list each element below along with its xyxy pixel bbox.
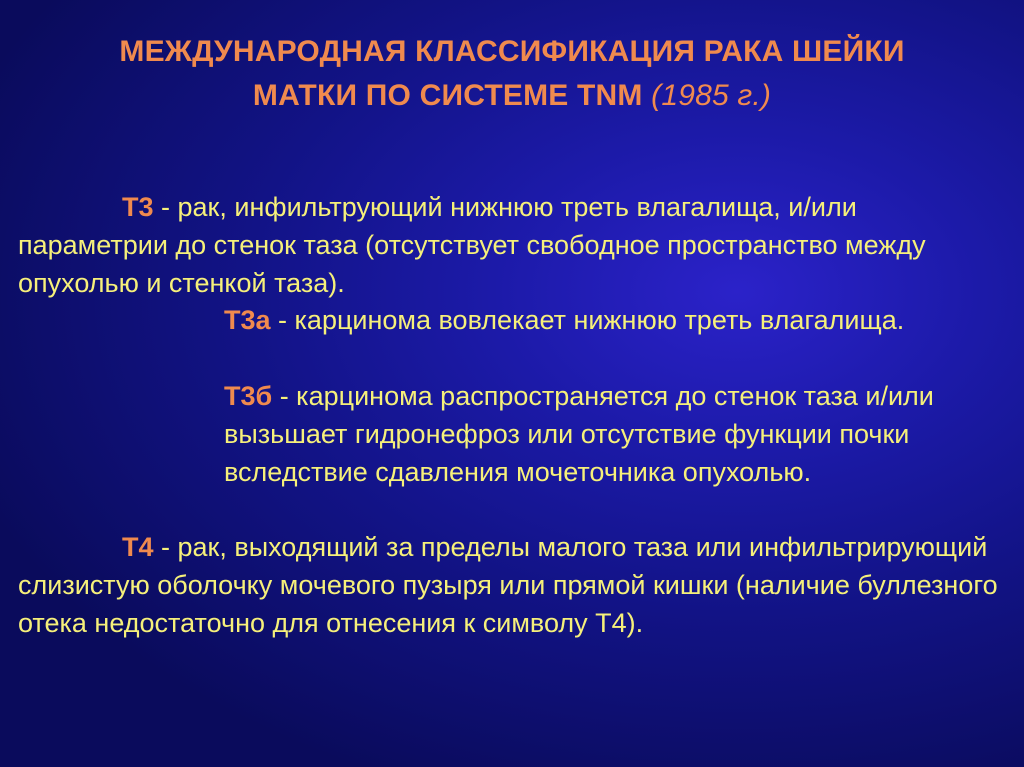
term-t3: Т3 xyxy=(122,192,154,222)
title-line-2: МАТКИ ПО СИСТЕМЕ TNM xyxy=(252,79,652,112)
description-t3a: - карцинома вовлекает нижнюю треть влагалища. xyxy=(270,305,905,335)
title-line-1: МЕЖДУНАРОДНАЯ КЛАССИФИКАЦИЯ РАКА ШЕЙКИ xyxy=(119,35,905,68)
title-year: (1985 г.) xyxy=(651,79,772,112)
term-t3b: Т3б xyxy=(224,381,273,411)
description-t3: - рак, инфильтрующий нижнюю треть влагалища, и/или параметрии до стенок таза (отсутствует свободное пространство между опухолью и стенкой таза). xyxy=(18,192,926,298)
term-t3a: Т3а xyxy=(224,305,271,335)
description-t3b: - карцинома распространяется до стенок таза и/или вызьшает гидронефроз или отсутствие функции почки вследствие сдавления мочеточника опухолью. xyxy=(224,381,934,487)
term-t4: Т4 xyxy=(122,532,154,562)
paragraph-t4 xyxy=(18,528,1003,642)
paragraph-t3a xyxy=(224,301,924,339)
slide-title xyxy=(40,30,984,118)
paragraph-t3b xyxy=(224,377,994,491)
paragraph-t3 xyxy=(18,188,1003,302)
description-t4: - рак, выходящий за пределы малого таза или инфильтрирующий слизистую оболочку мочевого пузыря или прямой кишки (наличие буллезного отека недостаточно для отнесения к символу Т4). xyxy=(18,532,998,638)
